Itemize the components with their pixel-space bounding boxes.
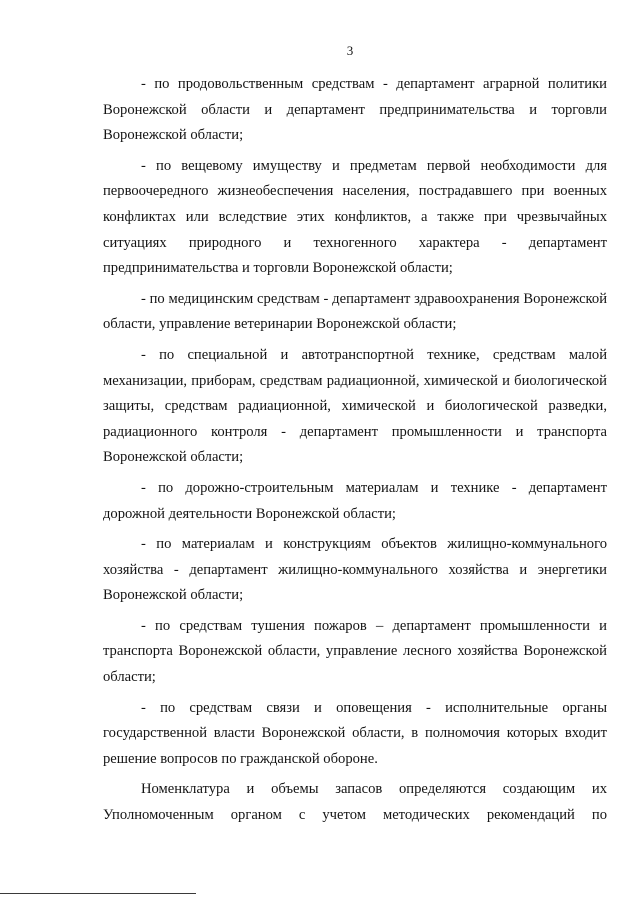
document-body <box>103 72 607 834</box>
paragraph-clothing-essentials: - по вещевому имуществу и предметам первой необходимости для первоочередного жизнеобеспечения населения, пострадавшего при военных конфликтах или вследствие этих конфликтов, а также при чрезвычайных ситуациях природного и техногенного характера - департамент предпринимательства и торговли Воронежской области; <box>103 157 607 277</box>
footer-rule <box>0 893 196 894</box>
paragraph-nomenclature: Номенклатура и объемы запасов определяются создающим их Уполномоченным органом с учетом методических рекомендаций по <box>103 781 607 824</box>
paragraph-food-supplies: - по продовольственным средствам - департамент аграрной политики Воронежской области и департамент предпринимательства и торговли Воронежской области; <box>103 76 607 144</box>
paragraph-firefighting: - по средствам тушения пожаров – департамент промышленности и транспорта Воронежской области, управление лесного хозяйства Воронежской области; <box>103 617 607 686</box>
paragraph-communications: - по средствам связи и оповещения - исполнительные органы государственной власти Воронежской области, в полномочия которых входит решение вопросов по гражданской обороне. <box>103 699 607 767</box>
paragraph-medical-supplies: - по медицинским средствам - департамент здравоохранения Воронежской области, управление ветеринарии Воронежской области; <box>103 290 607 333</box>
paragraph-special-vehicles: - по специальной и автотранспортной технике, средствам малой механизации, приборам, средствам радиационной, химической и биологической защиты, средствам радиационной, химической и биологической разведки, радиационного контроля - департамент промышленности и транспорта Воронежской области; <box>103 346 607 466</box>
paragraph-road-construction: - по дорожно-строительным материалам и технике - департамент дорожной деятельности Воронежской области; <box>103 479 607 522</box>
paragraph-housing-utilities: - по материалам и конструкциям объектов жилищно-коммунального хозяйства - департамент жилищно-коммунального хозяйства и энергетики Воронежской области; <box>103 536 607 604</box>
page-number: 3 <box>346 43 354 58</box>
